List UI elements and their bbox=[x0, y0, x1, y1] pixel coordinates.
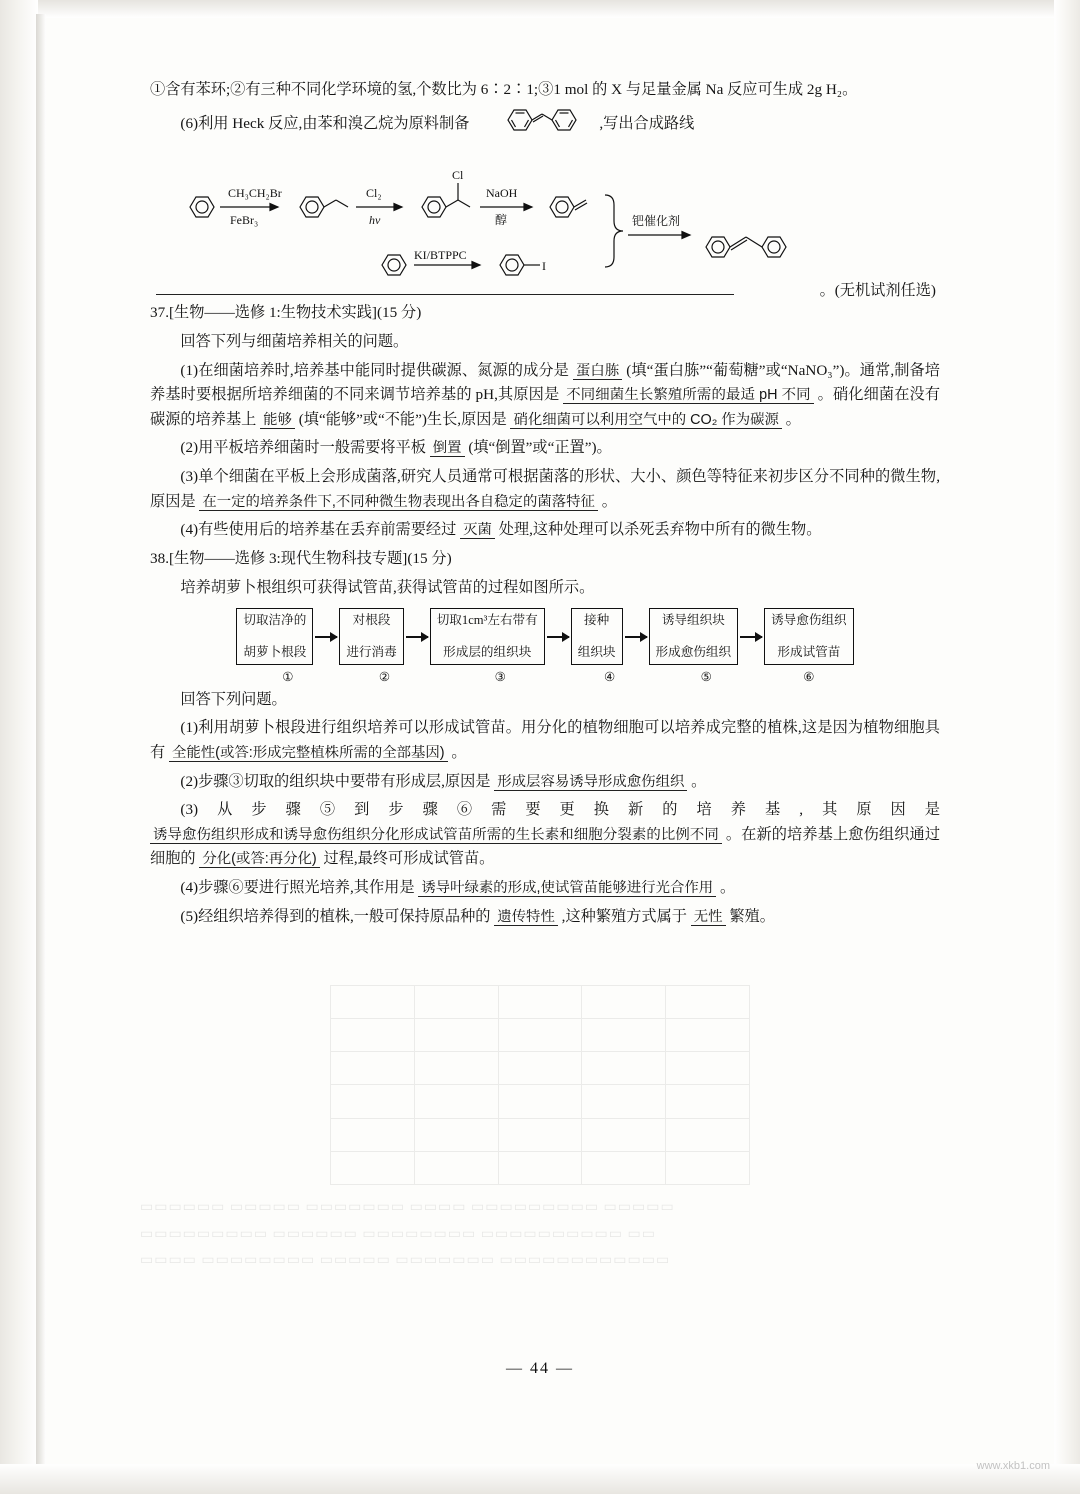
answer-rule bbox=[156, 294, 734, 295]
q37-p1-text-d: (填“能够”或“不能”)生长,原因是 bbox=[298, 410, 507, 428]
flow-step-label: ④ bbox=[603, 670, 616, 685]
q38-p5-text-a: (5)经组织培养得到的植株,一般可保持原品种的 bbox=[180, 907, 491, 925]
q37-p3-text-b: 。 bbox=[601, 492, 617, 510]
stilbene-structure-inline bbox=[473, 107, 595, 142]
q37-p3-answer: 在一定的培养条件下,不同种微生物表现出各自稳定的菌落特征 bbox=[199, 494, 598, 511]
q38-lead: 培养胡萝卜根组织可获得试管苗,获得试管苗的过程如图所示。 bbox=[180, 578, 595, 596]
q38-p4-text-b: 。 bbox=[719, 879, 736, 897]
q37-p1-answer-3: 能够 bbox=[260, 412, 295, 429]
q37-p2-text-b: (填“倒置”或“正置”)。 bbox=[468, 439, 612, 457]
flow-step-box: 切取洁净的 胡萝卜根段 bbox=[236, 608, 313, 665]
flow-step-box: 切取1cm³左右带有 形成层的组织块 bbox=[430, 608, 545, 665]
q37-p1-text-b: (填“蛋白胨”“葡萄糖”或“NaNO₃”)。通常,制备培养基时要根据所培养细菌的不同来调节培养基的 pH,其原因是 bbox=[150, 361, 940, 404]
q37-p1-text-a: (1)在细菌培养时,培养基中能同时提供碳源、氮源的成分是 bbox=[180, 361, 569, 379]
q38-p4-answer: 诱导叶绿素的形成,使试管苗能够进行光合作用 bbox=[418, 880, 716, 897]
q38-part-2 bbox=[150, 770, 940, 795]
q37-p4-answer: 灭菌 bbox=[460, 522, 495, 539]
flow-step-label: ③ bbox=[494, 670, 506, 685]
synthesis-scheme-diagram bbox=[150, 147, 940, 299]
q37-p1-text-c: 。硝化细菌在没有碳源的培养基上 bbox=[150, 386, 941, 428]
q38-part-5 bbox=[150, 905, 940, 930]
q38-p2-answer: 形成层容易诱导形成愈伤组织 bbox=[494, 774, 687, 791]
reagent-2-top: Cl₂ bbox=[366, 186, 382, 201]
flow-arrow-icon bbox=[547, 636, 569, 638]
q38-p3-text-c: 过程,最终可形成试管苗。 bbox=[323, 850, 495, 868]
reagent-3-top: NaOH bbox=[486, 186, 518, 201]
flow-step-label: ② bbox=[378, 670, 391, 685]
q38-p3-answer-2: 分化(或答:再分化) bbox=[199, 851, 319, 868]
q38-p4-text-a: (4)步骤⑥要进行照光培养,其作用是 bbox=[180, 879, 415, 897]
q38-p2-text-b: 。 bbox=[691, 772, 707, 790]
q37-p3-text-a: (3)单个细菌在平板上会形成菌落,研究人员通常可根据菌落的形状、大小、颜色等特征来初步区分不同种的微生物,原因是 bbox=[150, 468, 940, 510]
page-edge-left-inner bbox=[36, 14, 46, 1484]
page-edge-right bbox=[1054, 0, 1080, 1494]
q37-p1-answer-2: 不同细菌生长繁殖所需的最适 pH 不同 bbox=[563, 387, 813, 404]
page-number: — 44 — bbox=[506, 1360, 574, 1377]
q37-p4-text-a: (4)有些使用后的培养基在丢弃前需要经过 bbox=[180, 521, 457, 539]
q38-p2-text-a: (2)步骤③切取的组织块中要带有形成层,原因是 bbox=[180, 772, 491, 790]
q37-p1-answer-4: 硝化细菌可以利用空气中的 CO₂ 作为碳源 bbox=[510, 412, 781, 429]
q38-p3-text-b: 。在新的培养基上愈伤组织通过细胞的 bbox=[150, 825, 941, 868]
q38-heading: 38.[生物——选修 3:现代生物科技专题](15 分) bbox=[150, 549, 452, 567]
q37-part-1 bbox=[150, 359, 940, 433]
q37-part-4 bbox=[150, 518, 940, 543]
q37-part-3 bbox=[150, 465, 940, 514]
chem-line-2 bbox=[150, 107, 940, 142]
q38-p1-text-b: 。 bbox=[451, 743, 467, 761]
q37-p1-answer-1: 蛋白胨 bbox=[573, 363, 622, 380]
reagent-4: KI/BTPPC bbox=[414, 248, 467, 263]
q37-p2-answer: 倒置 bbox=[430, 440, 465, 457]
i-label: I bbox=[542, 259, 546, 274]
q38-part-3 bbox=[150, 798, 940, 872]
flow-arrow-icon bbox=[315, 636, 337, 638]
bleed-through-table bbox=[330, 985, 750, 1185]
q38-p5-answer-2: 无性 bbox=[691, 909, 726, 926]
q37-part-2 bbox=[150, 436, 940, 461]
q38-p5-text-c: 繁殖。 bbox=[729, 907, 775, 925]
flow-step-label: ① bbox=[282, 670, 294, 685]
q37-p2-text-a: (2)用平板培养细菌时一般需要将平板 bbox=[180, 439, 426, 457]
flow-step-box: 诱导组织块 形成愈伤组织 bbox=[649, 608, 739, 665]
page-edge-top bbox=[0, 0, 1080, 18]
flow-arrow-icon bbox=[740, 636, 762, 638]
reagent-2-bottom: hv bbox=[369, 213, 381, 228]
q38-p5-text-b: ,这种繁殖方式属于 bbox=[561, 907, 687, 925]
q38-p3-answer-1: 诱导愈伤组织形成和诱导愈伤组织分化形成试管苗所需的生长素和细胞分裂素的比例不同 bbox=[150, 827, 722, 844]
cl-label: Cl bbox=[452, 168, 464, 183]
q38-lead-2: 回答下列问题。 bbox=[180, 690, 287, 708]
chem-line-2-text-a: (6)利用 Heck 反应,由苯和溴乙烷为原料制备 bbox=[180, 114, 470, 132]
chem-line-2-text-b: ,写出合成路线 bbox=[599, 114, 695, 132]
flow-step-label: ⑥ bbox=[803, 670, 815, 685]
chem-tail: 。(无机试剂任选) bbox=[819, 281, 936, 299]
q37-heading: 37.[生物——选修 1:生物技术实践](15 分) bbox=[150, 304, 422, 322]
q38-p3-text-a: (3)从步骤⑤到步骤⑥需要更换新的培养基,其原因是 bbox=[180, 801, 940, 819]
page-content bbox=[150, 78, 940, 933]
flow-step-box: 诱导愈伤组织 形成试管苗 bbox=[764, 608, 854, 665]
flow-arrow-icon bbox=[625, 636, 647, 638]
flow-step-box: 接种 组织块 bbox=[571, 608, 623, 665]
page-edge-left bbox=[0, 0, 38, 1494]
flow-step-label: ⑤ bbox=[700, 670, 712, 685]
flow-step-box: 对根段 进行消毒 bbox=[339, 608, 403, 665]
flow-arrow-icon bbox=[406, 636, 428, 638]
q38-p1-text-a: (1)利用胡萝卜根段进行组织培养可以形成试管苗。用分化的植物细胞可以培养成完整的植株,这是因为植物细胞具有 bbox=[150, 719, 940, 761]
tissue-culture-flowchart bbox=[150, 608, 940, 665]
flowchart-step-labels bbox=[150, 667, 940, 687]
watermark: www.xkb1.com bbox=[976, 1460, 1050, 1472]
q38-p5-answer-1: 遗传特性 bbox=[494, 909, 558, 926]
reagent-1-bottom: FeBr₃ bbox=[230, 213, 259, 228]
q38-part-1 bbox=[150, 716, 940, 765]
q37-p1-text-e: 。 bbox=[785, 410, 801, 428]
reagent-1-top: CH₃CH₂Br bbox=[228, 186, 282, 201]
chem-line-1: ①含有苯环;②有三种不同化学环境的氢,个数比为 6∶2∶1;③1 mol 的 X 与足量金属 Na 反应可生成 2g H₂。 bbox=[150, 81, 858, 98]
reagent-3-bottom: 醇 bbox=[495, 213, 508, 228]
bleed-through-text: ▭▭▭▭▭▭ ▭▭▭▭▭ ▭▭▭▭▭▭▭ ▭▭▭▭ ▭▭▭▭▭▭▭▭▭ ▭▭▭▭▭ ▭▭▭▭▭▭▭▭▭ ▭▭▭▭▭▭ ▭▭▭▭▭▭▭▭ ▭▭▭▭▭▭▭▭▭▭ ▭▭ ▭▭▭▭ ▭▭▭▭▭▭▭▭ ▭▭▭▭▭ ▭▭▭▭▭▭▭ ▭▭▭▭▭▭▭▭▭▭▭▭ bbox=[140, 1200, 675, 1269]
page-edge-bottom bbox=[0, 1464, 1080, 1494]
q37-p4-text-b: 处理,这种处理可以杀死丢弃物中所有的微生物。 bbox=[498, 521, 822, 539]
reagent-5: 钯催化剂 bbox=[632, 214, 681, 229]
q38-part-4 bbox=[150, 876, 940, 901]
q37-lead: 回答下列与细菌培养相关的问题。 bbox=[180, 332, 409, 350]
q38-p1-answer: 全能性(或答:形成完整植株所需的全部基因) bbox=[169, 745, 448, 762]
